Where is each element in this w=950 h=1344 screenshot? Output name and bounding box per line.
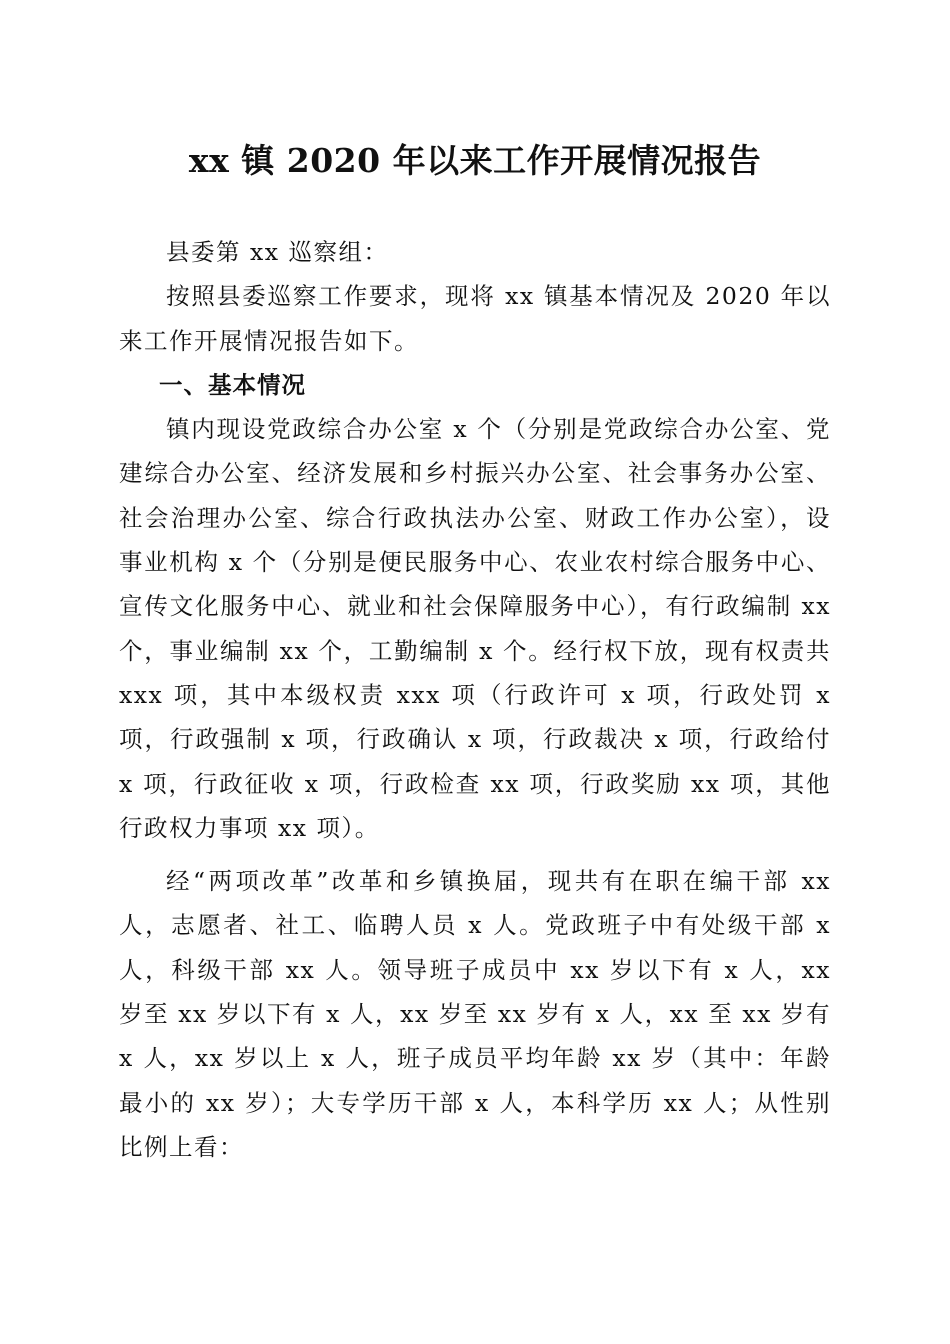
document-title: xx 镇 2020 年以来工作开展情况报告 <box>188 141 762 180</box>
intro-paragraph: 按照县委巡察工作要求，现将 xx 镇基本情况及 2020 年以来工作开展情况报告如下。 <box>119 282 831 355</box>
body-paragraph-2: 经“两项改革”改革和乡镇换届，现共有在职在编干部 xx 人，志愿者、社工、临聘人员 x 人。党政班子中有处级干部 x 人，科级干部 xx 人。领导班子成员中 xx 岁以下有 x 人，xx 岁至 xx 岁以下有 x 人，xx 岁至 xx 岁有 x 人，xx 至 xx 岁有 x 人，xx 岁以上 x 人，班子成员平均年龄 xx 岁（其中：年龄最小的 xx 岁）；大专学历干部 x 人，本科学历 xx 人；从性别比例上看： <box>119 867 831 1161</box>
document-body <box>119 230 831 1169</box>
section-heading: 一、基本情况 <box>159 370 306 399</box>
body-paragraph-1: 镇内现设党政综合办公室 x 个（分别是党政综合办公室、党建综合办公室、经济发展和乡村振兴办公室、社会事务办公室、社会治理办公室、综合行政执法办公室、财政工作办公室），设事业机构 x 个（分别是便民服务中心、农业农村综合服务中心、宣传文化服务中心、就业和社会保障服务中心），有行政编制 xx 个，事业编制 xx 个，工勤编制 x 个。经行权下放，现有权责共 xxx 项，其中本级权责 xxx 项（行政许可 x 项，行政处罚 x 项，行政强制 x 项，行政确认 x 项，行政裁决 x 项，行政给付 x 项，行政征收 x 项，行政检查 xx 项，行政奖励 xx 项，其他行政权力事项 xx 项）。 <box>119 415 831 842</box>
salutation: 县委第 xx 巡察组： <box>166 238 389 266</box>
